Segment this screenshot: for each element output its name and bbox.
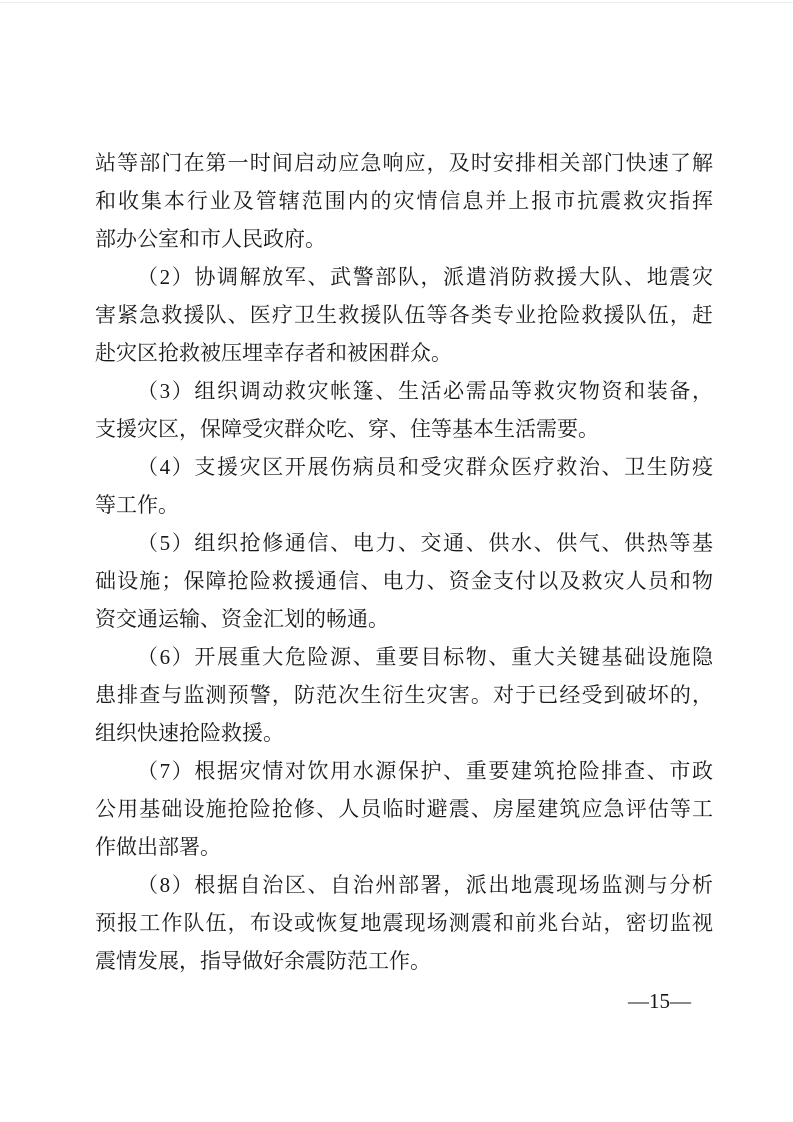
text-line: 公用基础设施抢险抢修、人员临时避震、房屋建筑应急评估等工 xyxy=(95,797,713,821)
text-line: 组织快速抢险救援。 xyxy=(95,721,284,745)
text-line: 站等部门在第一时间启动应急响应，及时安排相关部门快速了解 xyxy=(95,151,713,175)
text-line: 害紧急救援队、医疗卫生救援队伍等各类专业抢险救援队伍，赶 xyxy=(95,303,713,327)
text-line: （3）组织调动救灾帐篷、生活必需品等救灾物资和装备， xyxy=(137,379,713,403)
text-line: （2）协调解放军、武警部队，派遣消防救援大队、地震灾 xyxy=(137,265,713,289)
page-number: —15— xyxy=(628,989,691,1013)
scan-edge-line xyxy=(0,2,793,3)
text-line: 和收集本行业及管辖范围内的灾情信息并上报市抗震救灾指挥 xyxy=(95,189,713,213)
text-line: 作做出部署。 xyxy=(95,835,221,859)
text-line: （4）支援灾区开展伤病员和受灾群众医疗救治、卫生防疫 xyxy=(137,455,713,479)
text-line: 资交通运输、资金汇划的畅通。 xyxy=(95,607,389,631)
document-text xyxy=(95,144,713,980)
text-line: （6）开展重大危险源、重要目标物、重大关键基础设施隐 xyxy=(137,645,713,669)
text-line: 赴灾区抢救被压埋幸存者和被困群众。 xyxy=(95,341,452,365)
text-line: 支援灾区，保障受灾群众吃、穿、住等基本生活需要。 xyxy=(95,417,599,441)
text-line: （8）根据自治区、自治州部署，派出地震现场监测与分析 xyxy=(137,873,713,897)
text-line: 震情发展，指导做好余震防范工作。 xyxy=(95,949,431,973)
text-line: 患排查与监测预警，防范次生衍生灾害。对于已经受到破坏的， xyxy=(95,683,713,707)
text-line: （5）组织抢修通信、电力、交通、供水、供气、供热等基 xyxy=(137,531,713,555)
text-line: 预报工作队伍，布设或恢复地震现场测震和前兆台站，密切监视 xyxy=(95,911,713,935)
text-line: 部办公室和市人民政府。 xyxy=(95,227,326,251)
text-line: 础设施；保障抢险救援通信、电力、资金支付以及救灾人员和物 xyxy=(95,569,713,593)
text-line: （7）根据灾情对饮用水源保护、重要建筑抢险排查、市政 xyxy=(137,759,713,783)
text-line: 等工作。 xyxy=(95,493,179,517)
